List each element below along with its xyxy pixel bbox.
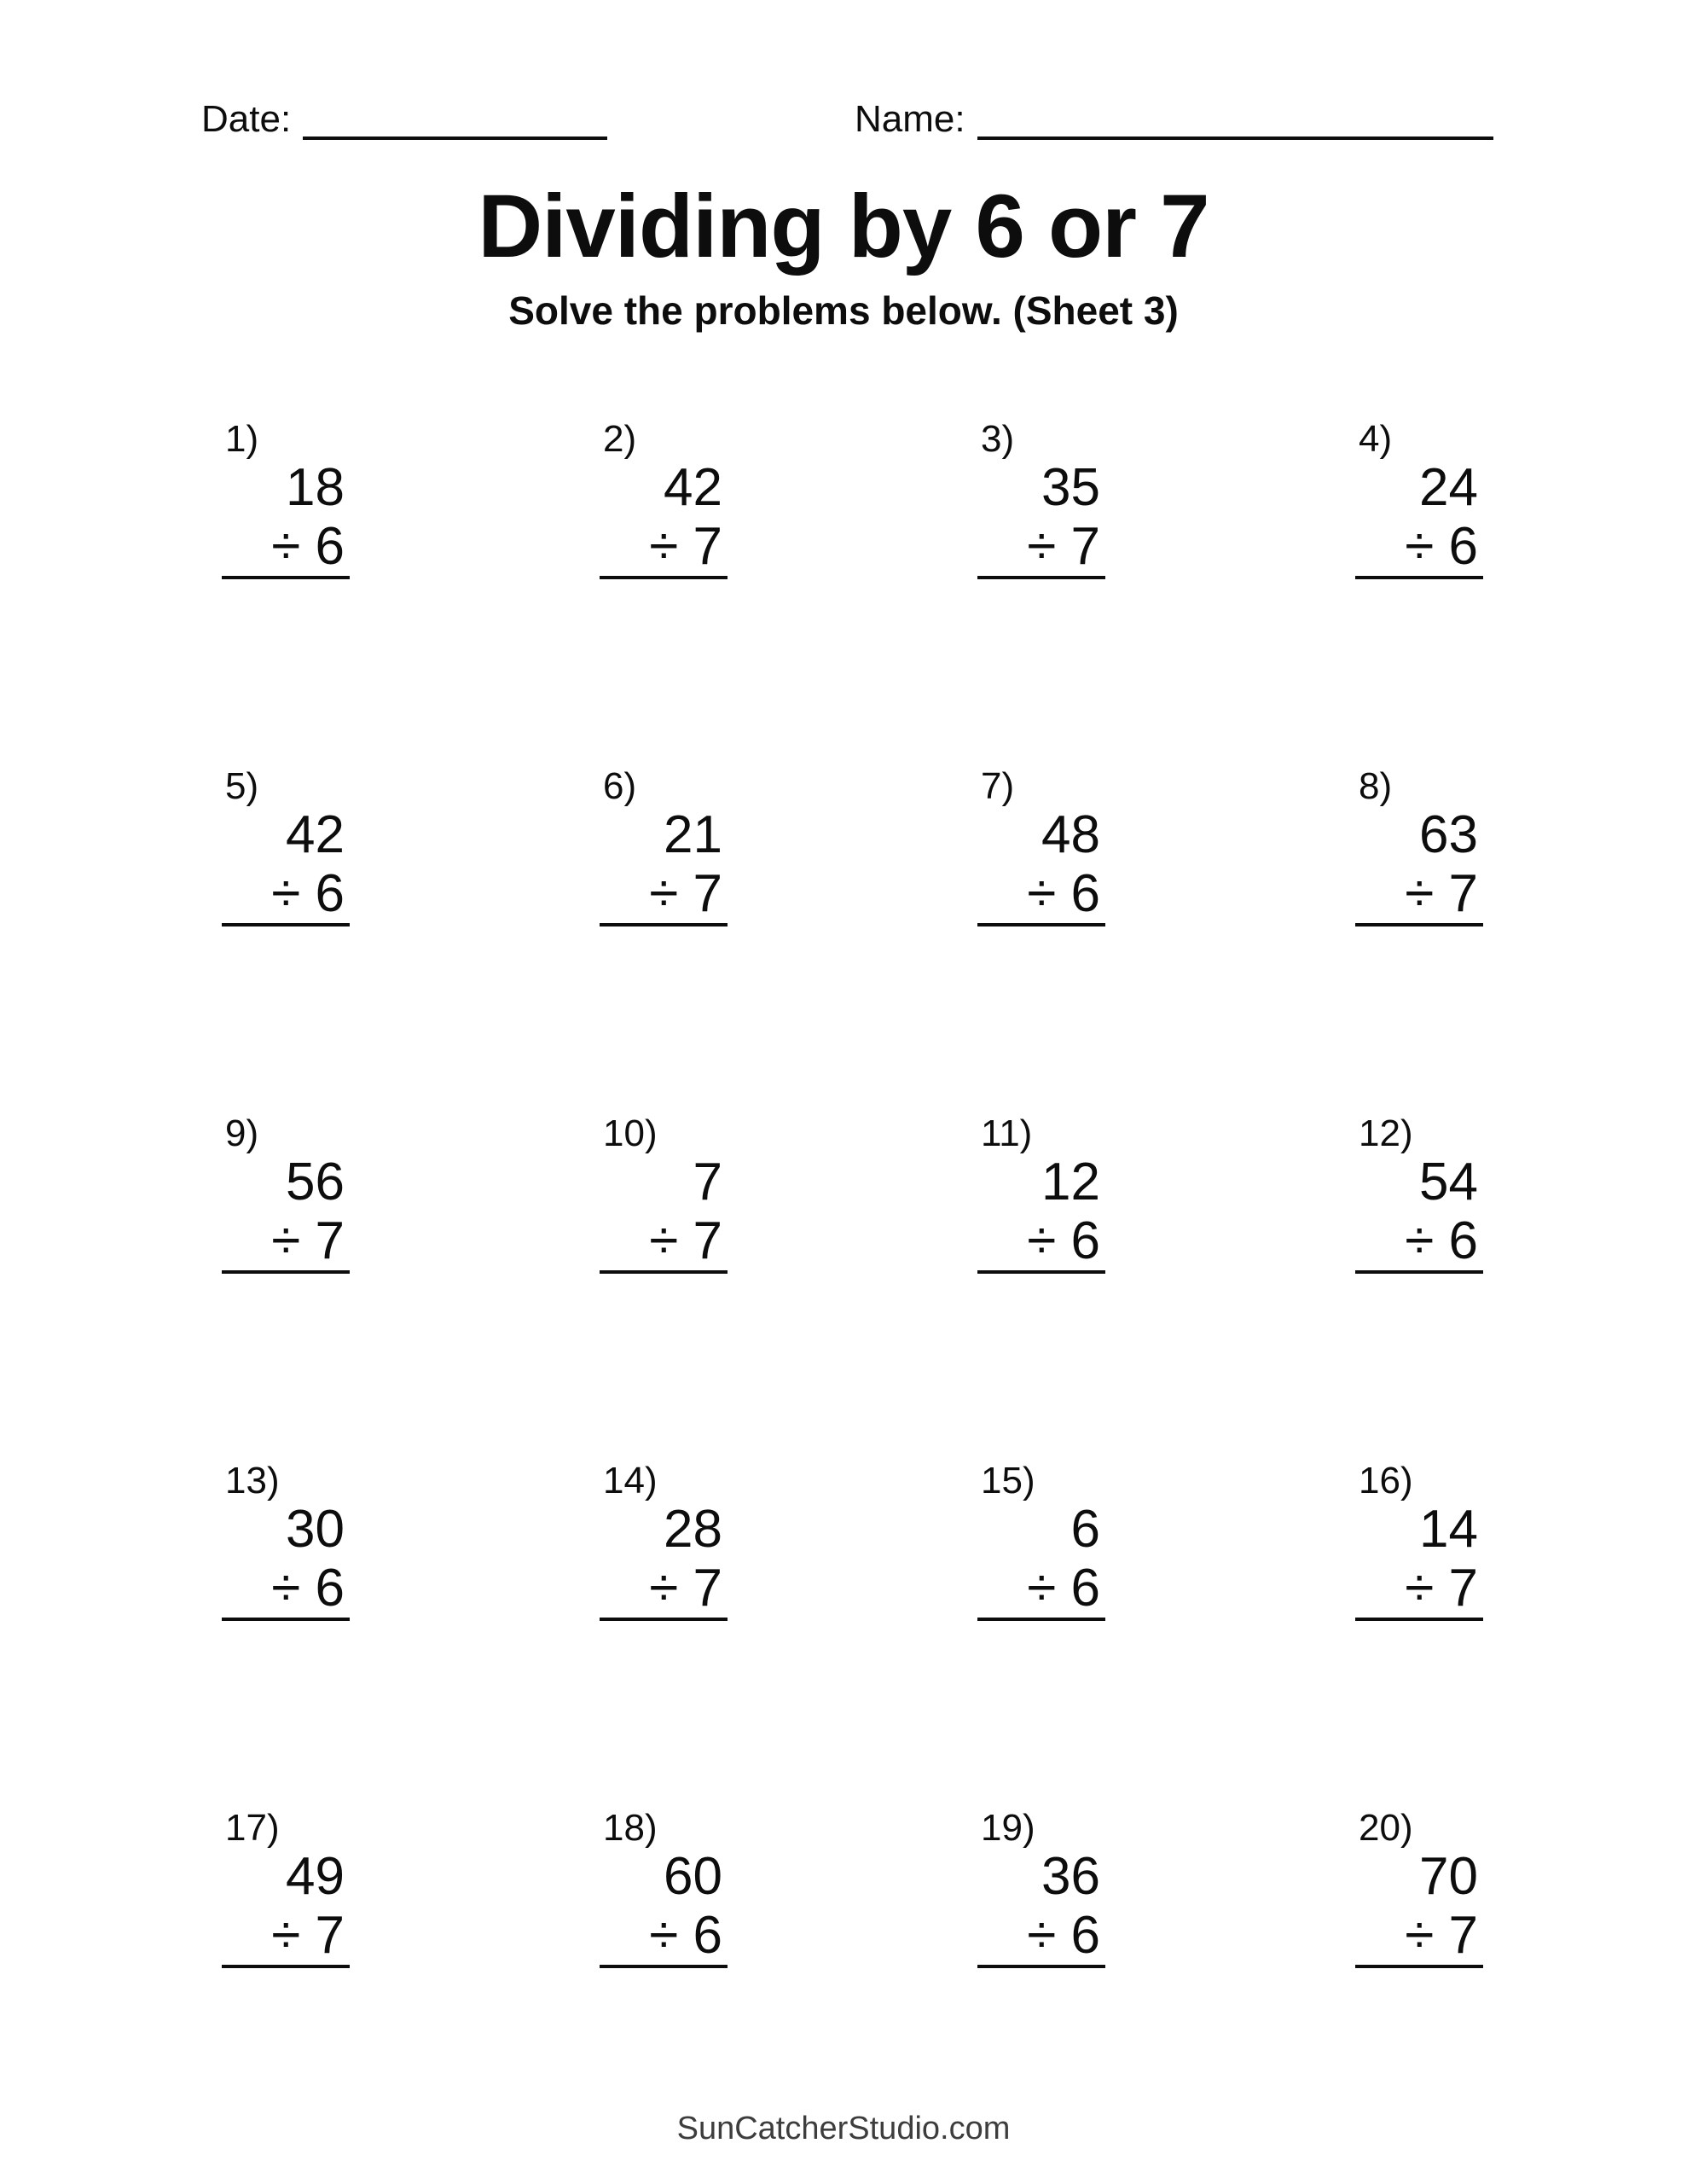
dividend: 70 <box>1419 1847 1478 1906</box>
dividend: 18 <box>286 458 345 517</box>
problem-number: 18) <box>603 1807 658 1849</box>
divisor-row <box>1405 1559 1478 1618</box>
problem-cell-17 <box>222 1809 350 1972</box>
problem-cell-13 <box>222 1462 350 1624</box>
division-operator: ÷ <box>649 517 679 576</box>
problem-number: 5) <box>225 765 259 807</box>
dividend: 35 <box>1041 458 1100 517</box>
answer-line <box>222 576 350 579</box>
answer-line <box>977 1965 1105 1968</box>
dividend: 28 <box>664 1500 722 1559</box>
division-operator: ÷ <box>271 1906 301 1965</box>
divisor-row <box>271 1211 345 1270</box>
name-field <box>855 98 1493 140</box>
answer-line <box>977 576 1105 579</box>
dividend: 56 <box>286 1153 345 1211</box>
problem-number: 8) <box>1359 765 1393 807</box>
problem-cell-16 <box>1355 1462 1483 1624</box>
answer-line <box>1355 1965 1483 1968</box>
answer-line <box>222 1965 350 1968</box>
answer-line <box>600 1618 728 1621</box>
problem-number: 13) <box>225 1460 280 1502</box>
divisor-row <box>649 1559 722 1618</box>
problem-cell-11 <box>977 1112 1105 1277</box>
problem-cell-19 <box>977 1809 1105 1972</box>
dividend: 14 <box>1419 1500 1478 1559</box>
footer-site: SunCatcherStudio.com <box>676 2111 1011 2146</box>
problem-cell-20 <box>1355 1809 1483 1972</box>
division-operator: ÷ <box>649 1906 679 1965</box>
divisor: 7 <box>315 1211 345 1270</box>
division-operator: ÷ <box>1027 864 1057 923</box>
answer-line <box>222 1270 350 1274</box>
dividend: 21 <box>664 805 722 864</box>
division-operator: ÷ <box>649 864 679 923</box>
problem-cell-15 <box>977 1462 1105 1624</box>
divisor-row <box>1027 517 1100 576</box>
problem-cell-10 <box>600 1112 728 1277</box>
problem-cell-6 <box>600 765 728 930</box>
answer-line <box>1355 1618 1483 1621</box>
date-field <box>201 98 607 140</box>
division-operator: ÷ <box>1027 1559 1057 1618</box>
divisor-row <box>1405 517 1478 576</box>
dividend: 24 <box>1419 458 1478 517</box>
answer-line <box>222 923 350 926</box>
divisor-row <box>1027 1211 1100 1270</box>
answer-line <box>600 1965 728 1968</box>
division-operator: ÷ <box>649 1211 679 1270</box>
answer-line <box>1355 1270 1483 1274</box>
division-operator: ÷ <box>1405 1559 1435 1618</box>
divisor-row <box>649 1906 722 1965</box>
dividend: 60 <box>664 1847 722 1906</box>
date-blank-line <box>303 102 607 140</box>
dividend: 54 <box>1419 1153 1478 1211</box>
divisor: 6 <box>1448 517 1478 576</box>
problem-number: 7) <box>981 765 1015 807</box>
divisor: 7 <box>693 864 722 923</box>
worksheet-title: Dividing by 6 or 7 <box>478 177 1209 276</box>
problem-number: 1) <box>225 418 259 460</box>
problem-cell-1 <box>222 418 350 583</box>
problem-cell-5 <box>222 765 350 930</box>
problem-cell-2 <box>600 418 728 583</box>
problem-number: 16) <box>1359 1460 1413 1502</box>
divisor: 7 <box>693 1211 722 1270</box>
divisor: 7 <box>1448 1906 1478 1965</box>
dividend: 42 <box>664 458 722 517</box>
dividend: 30 <box>286 1500 345 1559</box>
problem-number: 19) <box>981 1807 1035 1849</box>
answer-line <box>600 923 728 926</box>
problem-number: 10) <box>603 1112 658 1154</box>
problem-number: 12) <box>1359 1112 1413 1154</box>
dividend: 6 <box>1070 1500 1100 1559</box>
problem-number: 17) <box>225 1807 280 1849</box>
divisor-row <box>1027 1559 1100 1618</box>
divisor: 6 <box>1070 1906 1100 1965</box>
problem-number: 14) <box>603 1460 658 1502</box>
divisor: 7 <box>315 1906 345 1965</box>
problem-number: 11) <box>981 1112 1033 1154</box>
division-operator: ÷ <box>1405 1906 1435 1965</box>
divisor-row <box>1027 1906 1100 1965</box>
answer-line <box>600 576 728 579</box>
divisor: 6 <box>1448 1211 1478 1270</box>
division-operator: ÷ <box>1027 517 1057 576</box>
problems-grid <box>222 418 1484 1973</box>
problem-number: 2) <box>603 418 637 460</box>
problem-cell-3 <box>977 418 1105 583</box>
divisor: 6 <box>315 1559 345 1618</box>
dividend: 7 <box>693 1153 722 1211</box>
date-label: Date: <box>201 98 292 140</box>
worksheet-subtitle: Solve the problems below. (Sheet 3) <box>508 288 1179 333</box>
divisor-row <box>1405 1906 1478 1965</box>
divisor: 6 <box>1070 864 1100 923</box>
divisor-row <box>649 1211 722 1270</box>
division-operator: ÷ <box>271 864 301 923</box>
name-label: Name: <box>855 98 965 140</box>
answer-line <box>1355 923 1483 926</box>
problem-number: 20) <box>1359 1807 1413 1849</box>
problem-cell-8 <box>1355 765 1483 930</box>
answer-line <box>600 1270 728 1274</box>
divisor-row <box>1405 1211 1478 1270</box>
divisor: 7 <box>1448 864 1478 923</box>
division-operator: ÷ <box>1027 1211 1057 1270</box>
divisor: 6 <box>1070 1211 1100 1270</box>
dividend: 36 <box>1041 1847 1100 1906</box>
divisor: 7 <box>693 517 722 576</box>
problem-cell-7 <box>977 765 1105 930</box>
problem-cell-18 <box>600 1809 728 1972</box>
division-operator: ÷ <box>271 1211 301 1270</box>
answer-line <box>1355 576 1483 579</box>
divisor: 6 <box>693 1906 722 1965</box>
divisor: 7 <box>693 1559 722 1618</box>
divisor-row <box>271 1906 345 1965</box>
divisor: 7 <box>1448 1559 1478 1618</box>
dividend: 42 <box>286 805 345 864</box>
problem-number: 6) <box>603 765 637 807</box>
divisor: 6 <box>315 864 345 923</box>
problem-number: 15) <box>981 1460 1035 1502</box>
division-operator: ÷ <box>649 1559 679 1618</box>
division-operator: ÷ <box>271 517 301 576</box>
dividend: 48 <box>1041 805 1100 864</box>
divisor: 7 <box>1070 517 1100 576</box>
division-operator: ÷ <box>1405 1211 1435 1270</box>
problem-cell-14 <box>600 1462 728 1624</box>
answer-line <box>977 1618 1105 1621</box>
division-operator: ÷ <box>1027 1906 1057 1965</box>
divisor-row <box>649 517 722 576</box>
problem-number: 9) <box>225 1112 259 1154</box>
answer-line <box>222 1618 350 1621</box>
dividend: 49 <box>286 1847 345 1906</box>
divisor-row <box>1027 864 1100 923</box>
dividend: 12 <box>1041 1153 1100 1211</box>
divisor-row <box>271 517 345 576</box>
problem-cell-12 <box>1355 1112 1483 1277</box>
problem-cell-9 <box>222 1112 350 1277</box>
problem-number: 3) <box>981 418 1015 460</box>
problem-number: 4) <box>1359 418 1393 460</box>
divisor-row <box>271 1559 345 1618</box>
divisor: 6 <box>315 517 345 576</box>
division-operator: ÷ <box>1405 517 1435 576</box>
answer-line <box>977 1270 1105 1274</box>
dividend: 63 <box>1419 805 1478 864</box>
divisor-row <box>649 864 722 923</box>
divisor-row <box>1405 864 1478 923</box>
division-operator: ÷ <box>271 1559 301 1618</box>
name-blank-line <box>977 102 1493 140</box>
answer-line <box>977 923 1105 926</box>
divisor-row <box>271 864 345 923</box>
problem-cell-4 <box>1355 418 1483 583</box>
divisor: 6 <box>1070 1559 1100 1618</box>
division-operator: ÷ <box>1405 864 1435 923</box>
